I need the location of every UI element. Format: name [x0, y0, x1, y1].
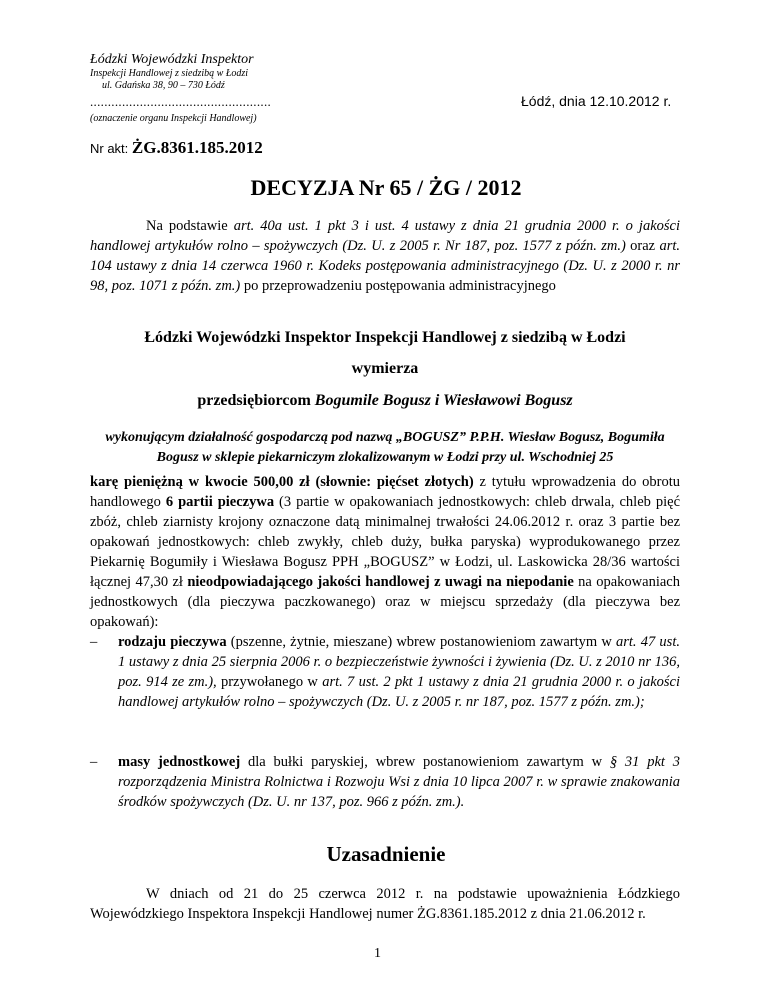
intro-legal-basis-1: art. 40a ust. 1 pkt 3 i ust. 4 ustawy z dnia 21 grudnia 2000 r. o jakości handlowej artykułów rolno – spożywczych (Dz. U. z 2005 r. Nr 187, poz. 1577 z późn. zm.): [90, 218, 680, 254]
org-name: Łódzki Wojewódzki Inspektor: [90, 52, 254, 67]
page-number: 1: [374, 946, 381, 961]
bullet-dash: –: [90, 634, 98, 650]
business-description: wykonującym działalność gospodarczą pod nazwą „BOGUSZ” P.P.H. Wiesław Bogusz, Bogumiła Bogusz w sklepie piekarniczym zlokalizowanym w Łodzi przy ul. Wschodniej 25: [105, 430, 665, 465]
bullet-legal-ref: § 31 pkt 3 rozporządzenia Ministra Rolnictwa i Rozwoju Wsi z dnia 10 lipca 2007 r. w sprawie znakowania środków spożywczych (Dz. U. nr 137, poz. 966 z późn. zm.).: [118, 754, 680, 810]
bullet-bold: masy jednostkowej: [118, 754, 241, 770]
file-label: Nr akt:: [90, 141, 129, 156]
penalty-t3: na opakowaniach jednostkowych (dla pieczywa paczkowanego) oraz w miejscu sprzedaży (dla pieczywa bez opakowań):: [90, 574, 680, 630]
penalty-paragraph: [90, 472, 680, 632]
penalty-t2: (3 partie w opakowaniach jednostkowych: chleb drwala, chleb pięć zbóż, chleb ziarnisty krojony oznaczone datą minimalnej trwałości 24.06.2012 r. oraz 3 partie bez opakowań jednostkowych: chleb zwykły, chleb duży, bułka paryska) wyprodukowanego przez Piekarnię Bogumiły i Wiesława Bogusz PPH „BOGUSZ” w Łodzi, ul. Laskowicka 28/36 wartości łącznej 47,30 zł: [90, 494, 681, 590]
penalty-reason: nieodpowiadającego jakości handlowej z uwagi na niepodanie: [187, 574, 574, 590]
file-number: ŻG.8361.185.2012: [131, 138, 263, 157]
intro-t1: Na podstawie: [146, 218, 234, 234]
bullet-legal-ref: art. 47 ust. 1 ustawy z dnia 25 sierpnia 2006 r. o bezpieczeństwie żywności i żywienia (Dz. U. z 2010 nr 136, poz. 914 ze zm.),: [118, 634, 680, 690]
bullet-text: dla bułki paryskiej, wbrew postanowieniom zawartym w: [240, 754, 610, 770]
justification-heading: Uzasadnienie: [326, 842, 446, 866]
penalty-amount: karę pieniężną w kwocie 500,00 zł (słownie: pięćset złotych): [90, 474, 474, 490]
signature-dots: ...................................................: [90, 94, 272, 109]
penalty-batches: 6 partii pieczywa: [165, 494, 275, 510]
bullet-legal-ref: art. 7 ust. 2 pkt 1 ustawy z dnia 21 grudnia 2000 r. o jakości handlowej artykułów rolno – spożywczych (Dz. U. z 2005 r. nr 187, poz. 1577 z późn. zm.);: [118, 674, 680, 710]
addressee: [90, 392, 680, 410]
decision-title: DECYZJA Nr 65 / ŻG / 2012: [250, 175, 522, 200]
org-address: [90, 68, 248, 92]
intro-t5: po przeprowadzeniu postępowania administracyjnego: [240, 278, 556, 294]
org-caption: (oznaczenie organu Inspekcji Handlowej): [90, 113, 257, 124]
bullet-bold: rodzaju pieczywa: [118, 634, 227, 650]
authority-name: Łódzki Wojewódzki Inspektor Inspekcji Handlowej z siedzibą w Łodzi: [144, 329, 626, 346]
place-date: Łódź, dnia 12.10.2012 r.: [521, 93, 672, 109]
org-street: ul. Gdańska 38, 90 – 730 Łódź: [102, 80, 225, 91]
addressee-names: Bogumile Bogusz i Wiesławowi Bogusz: [314, 392, 573, 409]
file-reference: [90, 138, 263, 158]
intro-t3: oraz: [625, 238, 660, 254]
justification-body: W dniach od 21 do 25 czerwca 2012 r. na podstawie upoważnienia Łódzkiego Wojewódzkiego Inspektora Inspekcji Handlowej numer ŻG.8361.185.2012 z dnia 21.06.2012 r.: [90, 886, 680, 922]
justification-text: [90, 884, 680, 924]
bullet-text: (pszenne, żytnie, mieszane) wbrew postanowieniom zawartym w: [226, 634, 617, 650]
intro-legal-basis-2: art. 104 ustawy z dnia 14 czerwca 1960 r. Kodeks postępowania administracyjnego (Dz. U. z 2000 r. nr 98, poz. 1071 z późn. zm.): [90, 238, 680, 294]
bullet-dash: –: [90, 754, 98, 770]
penalty-t1: z tytułu wprowadzenia do obrotu handlowego: [90, 474, 680, 510]
bullet-text: przywołanego w: [216, 674, 323, 690]
addressee-prefix: przedsiębiorcom: [197, 392, 315, 409]
decision-verb: wymierza: [351, 360, 419, 377]
bullet-item-mass: [90, 752, 680, 812]
bullet-item-type: [90, 632, 680, 712]
org-seat: Inspekcji Handlowej z siedzibą w Łodzi: [90, 68, 249, 79]
intro-paragraph: [90, 216, 680, 296]
